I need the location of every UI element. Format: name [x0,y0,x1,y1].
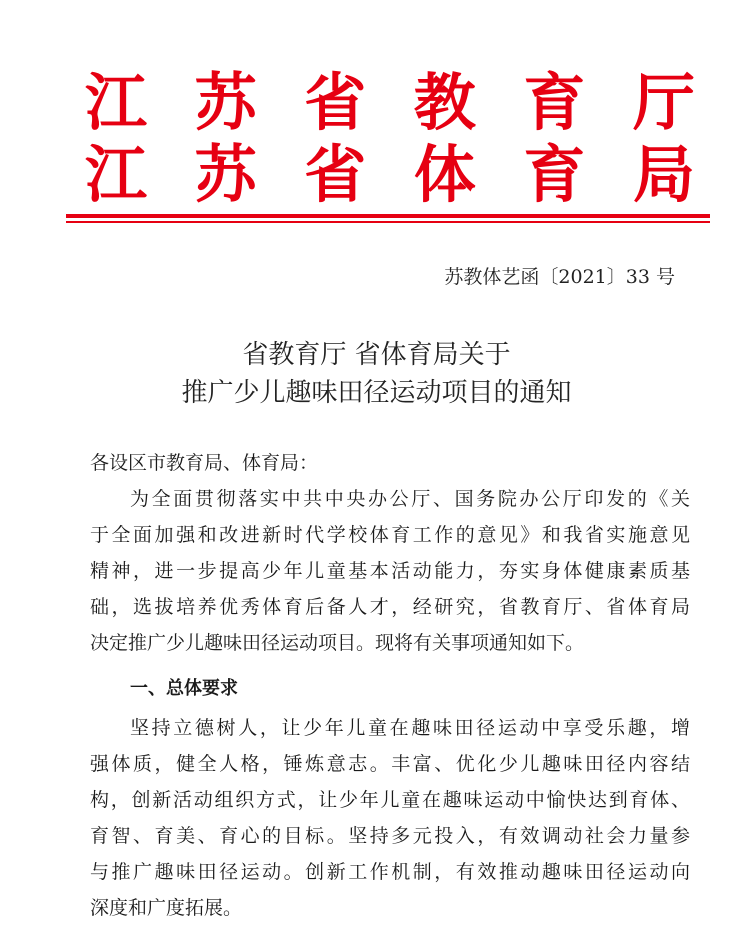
paragraph-line: 构，创新活动组织方式，让少年儿童在趣味运动中愉快达到育体、 [90,789,690,811]
issuer-name-education [85,66,695,139]
issuer-char: 育 [523,138,586,211]
paragraph-line: 于全面加强和改进新时代学校体育工作的意见》和我省实施意见 [90,524,690,546]
issuer-char: 育 [523,66,586,139]
issuer-char: 教 [413,66,476,139]
paragraph-line: 强体质，健全人格，锤炼意志。丰富、优化少儿趣味田径内容结 [90,753,690,775]
issuer-char: 局 [632,138,695,211]
issuer-name-sports [85,138,695,211]
paragraph-line: 坚持立德树人，让少年儿童在趣味田径运动中享受乐趣，增 [130,717,690,739]
issuer-char: 江 [85,66,148,139]
issuer-char: 省 [304,66,367,139]
issuer-char: 体 [413,138,476,211]
issuer-char: 江 [85,138,148,211]
issuer-char: 省 [304,138,367,211]
header-divider-thin [66,221,710,223]
issuer-char: 苏 [194,138,257,211]
paragraph-line: 础，选拔培养优秀体育后备人才，经研究，省教育厅、省体育局 [90,596,690,618]
header-divider-thick [66,214,710,218]
document-number: 苏教体艺函〔2021〕33 号 [444,266,675,288]
section-heading: 一、总体要求 [130,678,238,699]
salutation: 各设区市教育局、体育局： [90,452,319,474]
paragraph-line: 与推广趣味田径运动。创新工作机制，有效推动趣味田径运动向 [90,861,690,883]
document-title-line-1: 省教育厅 省体育局关于 [242,340,511,370]
issuer-char: 厅 [632,66,695,139]
paragraph-line: 深度和广度拓展。 [90,897,243,919]
paragraph-line: 育智、育美、育心的目标。坚持多元投入，有效调动社会力量参 [90,825,690,847]
paragraph-line: 为全面贯彻落实中共中央办公厅、国务院办公厅印发的《关 [130,488,690,510]
paragraph-line: 决定推广少儿趣味田径运动项目。现将有关事项通知如下。 [90,632,585,654]
document-title-line-2: 推广少儿趣味田径运动项目的通知 [181,378,572,408]
issuer-char: 苏 [194,66,257,139]
paragraph-line: 精神，进一步提高少年儿童基本活动能力，夯实身体健康素质基 [90,560,690,582]
